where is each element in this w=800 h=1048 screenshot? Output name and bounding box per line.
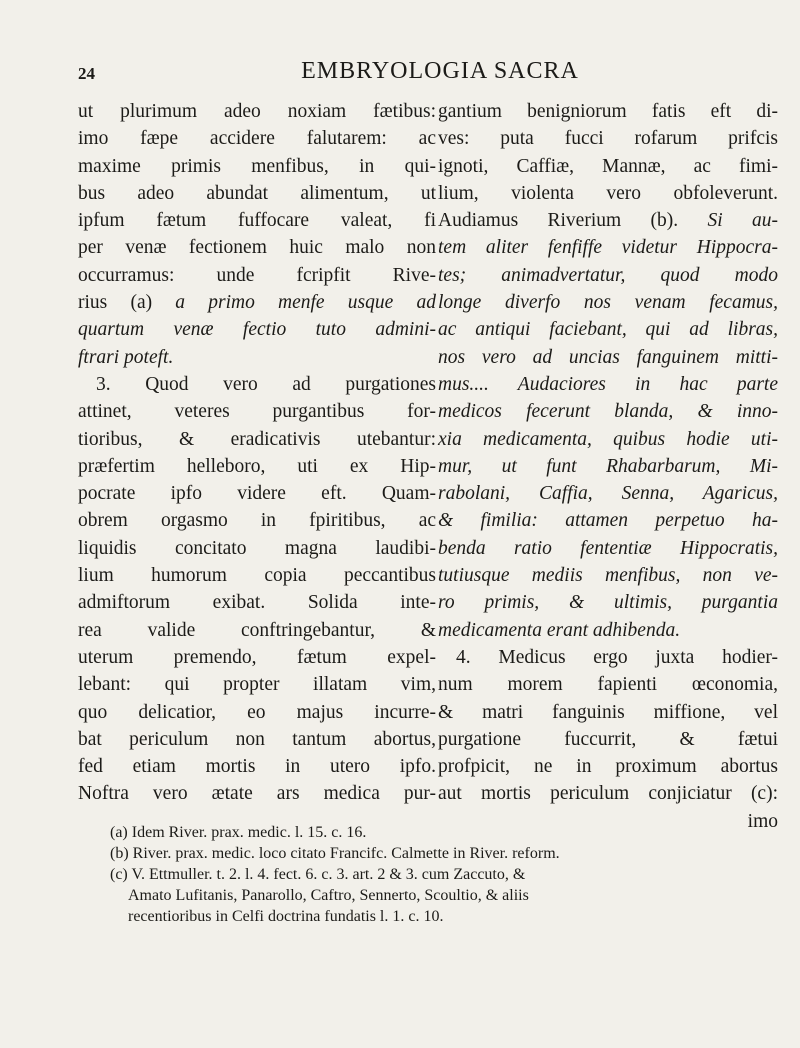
footnotes — [110, 822, 750, 927]
text-line: bat periculum non tantum abortus, — [78, 728, 436, 750]
text-line: lebant: qui propter illatam vim, — [78, 674, 436, 696]
text-line: num morem fapienti œconomia, — [438, 674, 778, 696]
text-line: quo delicatior, eo majus incurre- — [78, 701, 436, 723]
text-line: attinet, veteres purgantibus for- — [78, 401, 436, 423]
text-line: Noftra vero ætate ars medica pur- — [78, 783, 436, 805]
text-span: rius (a) — [78, 292, 176, 314]
text-line: ignoti, Caffiæ, Mannæ, ac fimi- — [438, 155, 778, 177]
text-line: gantium benigniorum fatis eft di- — [438, 101, 778, 122]
page-number: 24 — [78, 64, 95, 83]
text-line: & matri fanguinis miffione, vel — [438, 701, 778, 723]
text-line: 4. Medicus ergo juxta hodier- — [456, 646, 778, 668]
text-line: ut plurimum adeo noxiam fætibus: — [78, 101, 436, 122]
right-column — [438, 98, 778, 835]
text-line: pocrate ipfo videre eft. Quam- — [78, 483, 436, 505]
text-line: lium humorum copia peccantibus — [78, 565, 436, 587]
text-line: tioribus, & eradicativis utebantur: — [78, 428, 436, 450]
text-line: & fimilia: attamen perpetuo ha- — [438, 510, 778, 532]
text-line: longe diverfo nos venam fecamus, — [438, 292, 778, 314]
text-line: medicos fecerunt blanda, & inno- — [438, 401, 778, 423]
text-line: uterum premendo, fætum expel- — [78, 646, 436, 668]
text-line: lium, violenta vero obfoleverunt. — [438, 182, 778, 204]
text-line: purgatione fuccurrit, & fætui — [438, 728, 778, 750]
italic-span: a primo menfe usque ad — [175, 292, 436, 314]
text-line: imo — [747, 810, 778, 832]
text-line: medicamenta erant adhibenda. — [438, 619, 681, 641]
text-line: aut mortis periculum conjiciatur (c): — [438, 783, 778, 805]
text-line: nos vero ad uncias fanguinem mitti- — [438, 346, 778, 368]
text-line — [438, 207, 778, 234]
text-line — [78, 289, 436, 316]
text-line: ro primis, & ultimis, purgantia — [438, 592, 778, 614]
text-line: rabolani, Caffia, Senna, Agaricus, — [438, 483, 778, 505]
footnote-line: (a) Idem River. prax. medic. l. 15. c. 16. — [110, 824, 367, 841]
text-line: maxime primis menfibus, in qui- — [78, 155, 436, 177]
text-line: 3. Quod vero ad purgationes — [96, 373, 436, 395]
footnote-line: (b) River. prax. medic. loco citato Francifc. Calmette in River. reform. — [110, 845, 560, 862]
text-line: liquidis concitato magna laudibi- — [78, 537, 436, 559]
text-line: ves: puta fucci rofarum prifcis — [438, 128, 778, 150]
text-line: præfertim helleboro, uti ex Hip- — [78, 455, 436, 477]
text-line: benda ratio fententiæ Hippocratis, — [438, 537, 778, 559]
text-line: quartum venæ fectio tuto admini- — [78, 319, 436, 341]
left-column — [78, 98, 436, 808]
text-line: fed etiam mortis in utero ipfo. — [78, 756, 436, 778]
running-head: EMBRYOLOGIA SACRA — [301, 58, 579, 84]
text-line: tes; animadvertatur, quod modo — [438, 264, 778, 286]
text-line: rea valide conftringebantur, & — [78, 619, 436, 641]
text-span: Audiamus Riverium (b). — [438, 210, 708, 232]
text-line: xia medicamenta, quibus hodie uti- — [438, 428, 778, 450]
text-line: mur, ut funt Rhabarbarum, Mi- — [438, 455, 778, 477]
text-line: ipfum fætum fuffocare valeat, fi — [78, 210, 436, 232]
page-header — [0, 56, 800, 96]
text-line: ftrari poteft. — [78, 346, 174, 368]
text-line: tem aliter fenfiffe videtur Hippocra- — [438, 237, 778, 259]
text-line: obrem orgasmo in fpiritibus, ac — [78, 510, 436, 532]
footnote-line: (c) V. Ettmuller. t. 2. l. 4. fect. 6. c. 3. art. 2 & 3. cum Zaccuto, & — [110, 866, 526, 883]
text-line: per venæ fectionem huic malo non — [78, 237, 436, 259]
text-line: bus adeo abundat alimentum, ut — [78, 182, 436, 204]
italic-span: Si au- — [707, 210, 778, 232]
text-line: admiftorum exibat. Solida inte- — [78, 592, 436, 614]
footnote-line: recentioribus in Celfi doctrina fundatis l. 1. c. 10. — [128, 908, 444, 925]
text-line: ac antiqui faciebant, qui ad libras, — [438, 319, 778, 341]
text-line: profpicit, ne in proximum abortus — [438, 756, 778, 778]
footnote-line: Amato Lufitanis, Panarollo, Caftro, Sennerto, Scoultio, & aliis — [128, 887, 529, 904]
text-line: mus.... Audaciores in hac parte — [438, 373, 778, 395]
text-line: tutiusque mediis menfibus, non ve- — [438, 565, 778, 587]
text-line: occurramus: unde fcripfit Rive- — [78, 264, 436, 286]
text-line: imo fæpe accidere falutarem: ac — [78, 128, 436, 150]
